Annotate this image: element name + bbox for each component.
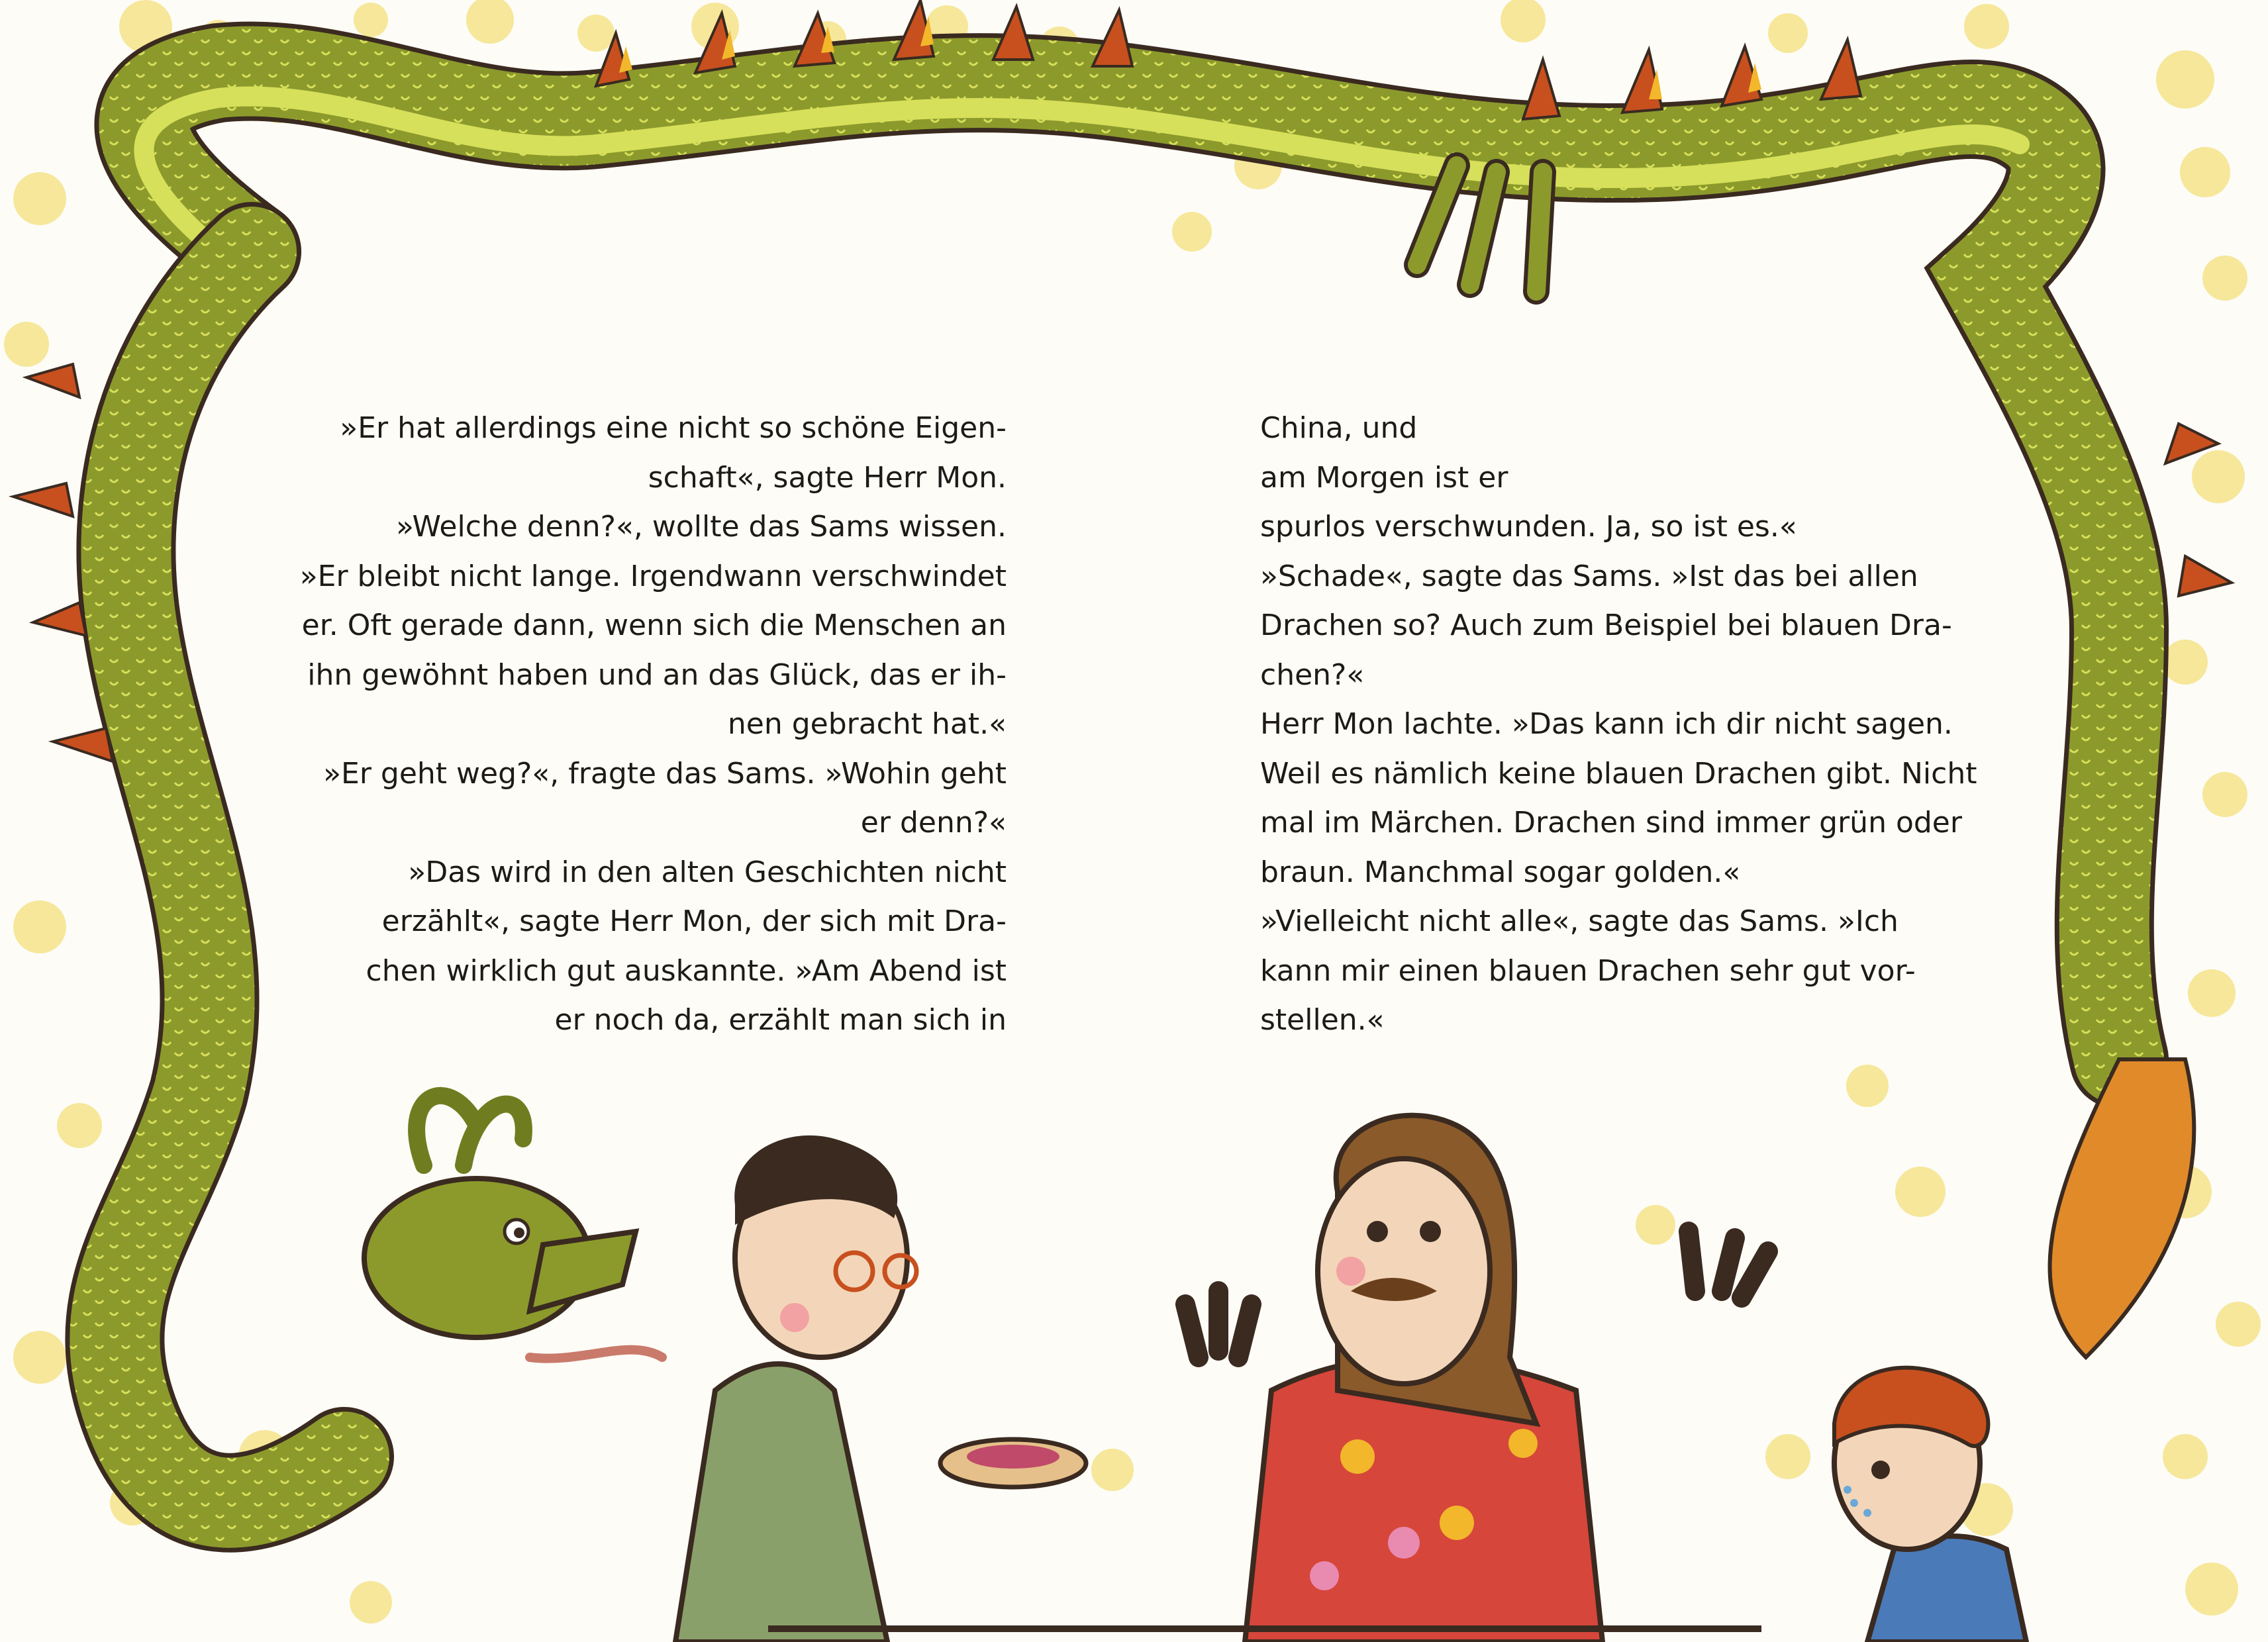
text-line: nen gebracht hat.«	[727, 707, 1007, 741]
right-page-text	[1260, 404, 2015, 1045]
herr-mon-icon	[1185, 1116, 1768, 1642]
text-line: chen?«	[1260, 657, 1365, 692]
text-line: China, und	[1260, 411, 1418, 445]
text-line: er noch da, erzählt man sich in	[554, 1003, 1007, 1037]
text-line: »Vielleicht nicht alle«, sagte das Sams. »Ich	[1260, 904, 1898, 938]
text-line: er. Oft gerade dann, wenn sich die Menschen an	[301, 608, 1007, 642]
left-page-text	[291, 404, 1007, 1045]
text-line: »Schade«, sagte das Sams. »Ist das bei allen	[1260, 559, 1918, 593]
text-line: schaft«, sagte Herr Mon.	[648, 460, 1007, 495]
text-line: am Morgen ist er	[1260, 460, 1508, 495]
text-line: »Er geht weg?«, fragte das Sams. »Wohin geht	[323, 756, 1007, 791]
text-line: Weil es nämlich keine blauen Drachen gibt. Nicht	[1260, 756, 1977, 791]
text-line: »Das wird in den alten Geschichten nicht	[408, 855, 1007, 889]
text-line: mal im Märchen. Drachen sind immer grün oder	[1260, 806, 1962, 840]
text-line: »Welche denn?«, wollte das Sams wissen.	[395, 510, 1007, 544]
man-with-glasses-icon	[675, 1135, 1086, 1642]
text-line: kann mir einen blauen Drachen sehr gut vor-	[1260, 953, 1916, 988]
text-line: braun. Manchmal sogar golden.«	[1260, 855, 1741, 889]
text-line: ihn gewöhnt haben und an das Glück, das er ih-	[307, 657, 1007, 692]
text-line: »Er hat allerdings eine nicht so schöne Eigen-	[340, 411, 1007, 445]
text-line: Herr Mon lachte. »Das kann ich dir nicht sagen.	[1260, 707, 1953, 741]
text-line: chen wirklich gut auskannte. »Am Abend ist	[366, 953, 1007, 988]
text-line: erzählt«, sagte Herr Mon, der sich mit Dra-	[381, 904, 1007, 938]
text-line: er denn?«	[860, 806, 1007, 840]
text-line: Drachen so? Auch zum Beispiel bei blauen Dra-	[1260, 608, 1952, 642]
text-line: spurlos verschwunden. Ja, so ist es.«	[1260, 510, 1797, 544]
text-line: »Er bleibt nicht lange. Irgendwann verschwindet	[299, 559, 1007, 593]
dragon-head	[364, 1096, 662, 1359]
text-line: stellen.«	[1260, 1003, 1385, 1037]
